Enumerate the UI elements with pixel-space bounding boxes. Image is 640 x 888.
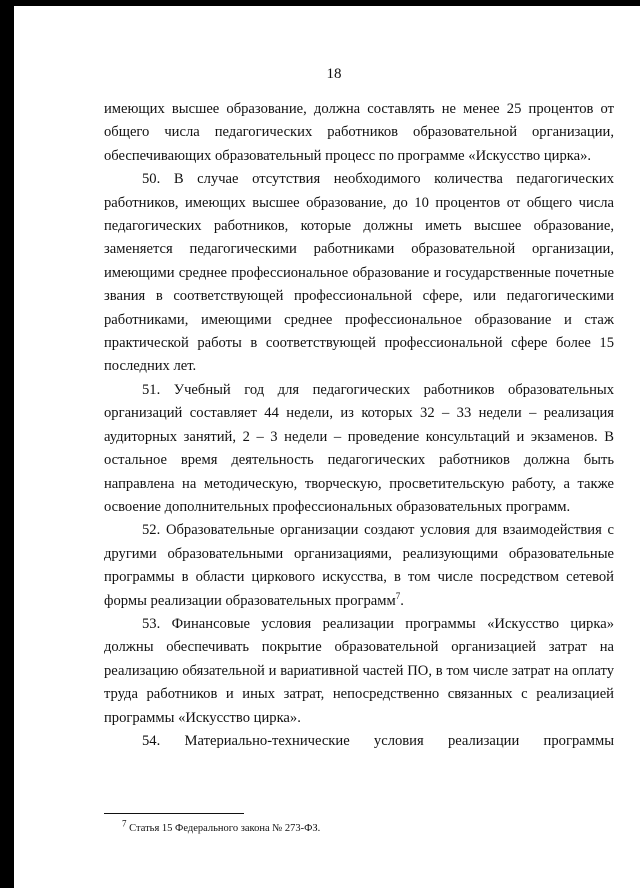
footnote-reference: 7 [395,590,401,601]
paragraph-51: 51. Учебный год для педагогических работников образовательных организаций составляет 44 недели, из которых 32 – 33 недели – реализация аудиторных занятий, 2 – 3 недели – проведение консультаций и экзаменов. В остальное время деятельность педагогических работников должна быть направлена на методическую, творческую, просветительскую работу, а также освоение дополнительных профессиональных образовательных программ. [104,381,614,515]
footnote-divider [104,813,244,814]
paragraph-54: 54. Материально-технические условия реализации программы [142,732,614,749]
footnote [122,818,321,836]
footnote-marker: 7 [122,818,127,829]
paragraph-50: 50. В случае отсутствия необходимого количества педагогических работников, имеющих высшее образование, до 10 процентов от общего числа педагогических работников, которые должны иметь высшее образование, заменяется педагогическими работниками образовательной организации, имеющими среднее профессиональное образование и государственные почетные звания в соответствующей профессиональной сфере, или педагогическими работниками, имеющими среднее профессиональное образование и стаж практической работы в соответствующей профессиональной сфере более 15 последних лет. [104,171,614,375]
page-number: 18 [326,66,342,82]
paragraph-continuation: имеющих высшее образование, должна составлять не менее 25 процентов от общего числа педагогических работников образовательной организации, обеспечивающих образовательный процесс по программе «Искусство цирка». [104,101,614,164]
document-body [104,98,614,753]
footnote-text: Статья 15 Федерального закона № 273-ФЗ. [126,823,321,834]
paragraph-53: 53. Финансовые условия реализации программы «Искусство цирка» должны обеспечивать покрытие образовательной организацией затрат на реализацию обязательной и вариативной частей ПО, в том числе затрат на оплату труда работников и иных затрат, непосредственно связанных с реализацией программы «Искусство цирка». [104,615,614,726]
paragraph-52-text: 52. Образовательные организации создают условия для взаимодействия с другими образовательными организациями, реализующими образовательные программы в области циркового искусства, в том числе посредством сетевой формы реализации образовательных программ [104,522,614,609]
paragraph-52-end: . [400,592,404,609]
paragraph-52 [104,519,614,613]
